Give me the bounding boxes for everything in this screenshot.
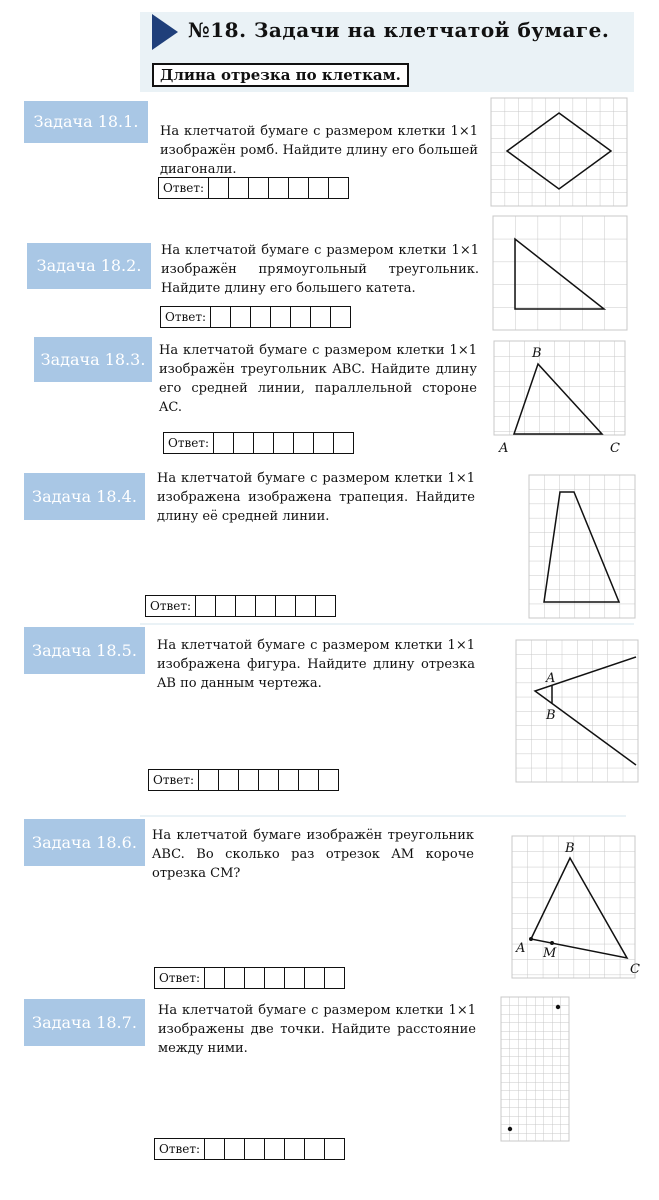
answer-cell[interactable] bbox=[316, 596, 335, 616]
answer-cell[interactable] bbox=[249, 178, 269, 198]
answer-cell[interactable] bbox=[214, 433, 234, 453]
answer-cell[interactable] bbox=[314, 433, 334, 453]
answer-cell[interactable] bbox=[285, 1139, 305, 1159]
answer-box-18-3[interactable] bbox=[163, 432, 354, 454]
answer-box-18-6[interactable] bbox=[154, 967, 345, 989]
task-text-18-5: На клетчатой бумаге с размером клетки 1×1 изображена фигура. Найдите длину отрезка AB по данным чертежа. bbox=[157, 638, 475, 691]
vertex-label-b: B bbox=[532, 346, 542, 361]
answer-cell[interactable] bbox=[234, 433, 254, 453]
answer-box-18-4[interactable] bbox=[145, 595, 336, 617]
answer-cell[interactable] bbox=[329, 178, 348, 198]
answer-cell[interactable] bbox=[265, 1139, 285, 1159]
answer-cell[interactable] bbox=[309, 178, 329, 198]
task-label-18-6: Задача 18.6. bbox=[24, 819, 145, 866]
answer-cell[interactable] bbox=[325, 968, 344, 988]
answer-cell[interactable] bbox=[256, 596, 276, 616]
section-subtitle: Длина отрезка по клеткам. bbox=[152, 63, 409, 87]
answer-cell[interactable] bbox=[239, 770, 259, 790]
task-text-18-6: На клетчатой бумаге изображён треугольник ABC. Во сколько раз отрезок AM короче отрезка CM? bbox=[152, 828, 474, 881]
vertex-label-a: A bbox=[516, 941, 526, 956]
divider bbox=[140, 815, 626, 817]
point-m-dot bbox=[550, 941, 554, 945]
triangle-marker-icon bbox=[152, 14, 178, 50]
answer-cell[interactable] bbox=[294, 433, 314, 453]
answer-cell[interactable] bbox=[269, 178, 289, 198]
answer-cell[interactable] bbox=[319, 770, 338, 790]
answer-cell[interactable] bbox=[296, 596, 316, 616]
figure-trapezoid bbox=[529, 475, 635, 618]
task-label-18-5: Задача 18.5. bbox=[24, 627, 145, 674]
vertex-label-a: A bbox=[499, 441, 509, 456]
answer-box-18-1[interactable] bbox=[158, 177, 349, 199]
answer-cell[interactable] bbox=[274, 433, 294, 453]
answer-cell[interactable] bbox=[325, 1139, 344, 1159]
answer-cell[interactable] bbox=[205, 1139, 225, 1159]
point-label-a: A bbox=[546, 671, 556, 686]
point-label-b: B bbox=[546, 708, 556, 723]
answer-box-18-5[interactable] bbox=[148, 769, 339, 791]
answer-cell[interactable] bbox=[199, 770, 219, 790]
answer-cell[interactable] bbox=[225, 968, 245, 988]
divider bbox=[140, 623, 634, 625]
task-label-18-4: Задача 18.4. bbox=[24, 473, 145, 520]
task-label-18-7: Задача 18.7. bbox=[24, 999, 145, 1046]
answer-cell[interactable] bbox=[251, 307, 271, 327]
answer-cell[interactable] bbox=[279, 770, 299, 790]
answer-cell[interactable] bbox=[216, 596, 236, 616]
answer-label: Ответ: bbox=[161, 307, 211, 327]
point-dot bbox=[508, 1127, 512, 1131]
task-text-18-2: На клетчатой бумаге с размером клетки 1×1 изображён прямоугольный треугольник. Найдите длину его большего катета. bbox=[161, 243, 479, 296]
answer-label: Ответ: bbox=[155, 1139, 205, 1159]
answer-cell[interactable] bbox=[289, 178, 309, 198]
answer-label: Ответ: bbox=[149, 770, 199, 790]
task-text-18-7: На клетчатой бумаге с размером клетки 1×1 изображены две точки. Найдите расстояние между ними. bbox=[158, 1003, 476, 1056]
answer-cell[interactable] bbox=[331, 307, 350, 327]
answer-cell[interactable] bbox=[196, 596, 216, 616]
answer-cell[interactable] bbox=[205, 968, 225, 988]
task-text-18-4: На клетчатой бумаге с размером клетки 1×1 изображена изображена трапеция. Найдите длину её средней линии. bbox=[157, 471, 475, 524]
figure-rhombus bbox=[491, 98, 627, 206]
answer-cell[interactable] bbox=[245, 968, 265, 988]
page-title: №18. Задачи на клетчатой бумаге. bbox=[188, 18, 610, 42]
task-text-18-1: На клетчатой бумаге с размером клетки 1×1 изображён ромб. Найдите длину его большей диагонали. bbox=[160, 124, 478, 177]
figure-triangle-abc bbox=[494, 341, 626, 461]
figure-triangle-abcm bbox=[512, 836, 644, 978]
answer-cell[interactable] bbox=[271, 307, 291, 327]
answer-cell[interactable] bbox=[299, 770, 319, 790]
answer-cell[interactable] bbox=[265, 968, 285, 988]
figure-angle-segment bbox=[516, 640, 638, 784]
answer-label: Ответ: bbox=[146, 596, 196, 616]
task-label-18-3: Задача 18.3. bbox=[34, 337, 152, 382]
answer-cell[interactable] bbox=[225, 1139, 245, 1159]
answer-cell[interactable] bbox=[209, 178, 229, 198]
answer-cell[interactable] bbox=[219, 770, 239, 790]
vertex-label-c: C bbox=[630, 962, 640, 977]
answer-cell[interactable] bbox=[245, 1139, 265, 1159]
answer-cell[interactable] bbox=[254, 433, 274, 453]
answer-label: Ответ: bbox=[159, 178, 209, 198]
answer-box-18-7[interactable] bbox=[154, 1138, 345, 1160]
task-label-18-1: Задача 18.1. bbox=[24, 101, 148, 143]
vertex-label-c: C bbox=[610, 441, 620, 456]
answer-cell[interactable] bbox=[291, 307, 311, 327]
answer-cell[interactable] bbox=[259, 770, 279, 790]
point-a-dot bbox=[529, 937, 533, 941]
point-label-m: M bbox=[543, 946, 557, 961]
answer-label: Ответ: bbox=[164, 433, 214, 453]
answer-label: Ответ: bbox=[155, 968, 205, 988]
task-text-18-3: На клетчатой бумаге с размером клетки 1×1 изображён треугольник ABC. Найдите длину его средней линии, параллельной стороне AC. bbox=[159, 343, 477, 415]
answer-cell[interactable] bbox=[236, 596, 256, 616]
answer-cell[interactable] bbox=[276, 596, 296, 616]
task-label-18-2: Задача 18.2. bbox=[27, 243, 151, 289]
point-dot bbox=[556, 1005, 560, 1009]
answer-cell[interactable] bbox=[229, 178, 249, 198]
answer-cell[interactable] bbox=[305, 968, 325, 988]
vertex-label-b: B bbox=[565, 841, 575, 856]
answer-cell[interactable] bbox=[231, 307, 251, 327]
answer-cell[interactable] bbox=[334, 433, 353, 453]
answer-cell[interactable] bbox=[311, 307, 331, 327]
answer-cell[interactable] bbox=[285, 968, 305, 988]
figure-two-points bbox=[501, 997, 569, 1141]
figure-right-triangle bbox=[493, 216, 627, 330]
answer-box-18-2[interactable] bbox=[160, 306, 351, 328]
answer-cell[interactable] bbox=[211, 307, 231, 327]
answer-cell[interactable] bbox=[305, 1139, 325, 1159]
